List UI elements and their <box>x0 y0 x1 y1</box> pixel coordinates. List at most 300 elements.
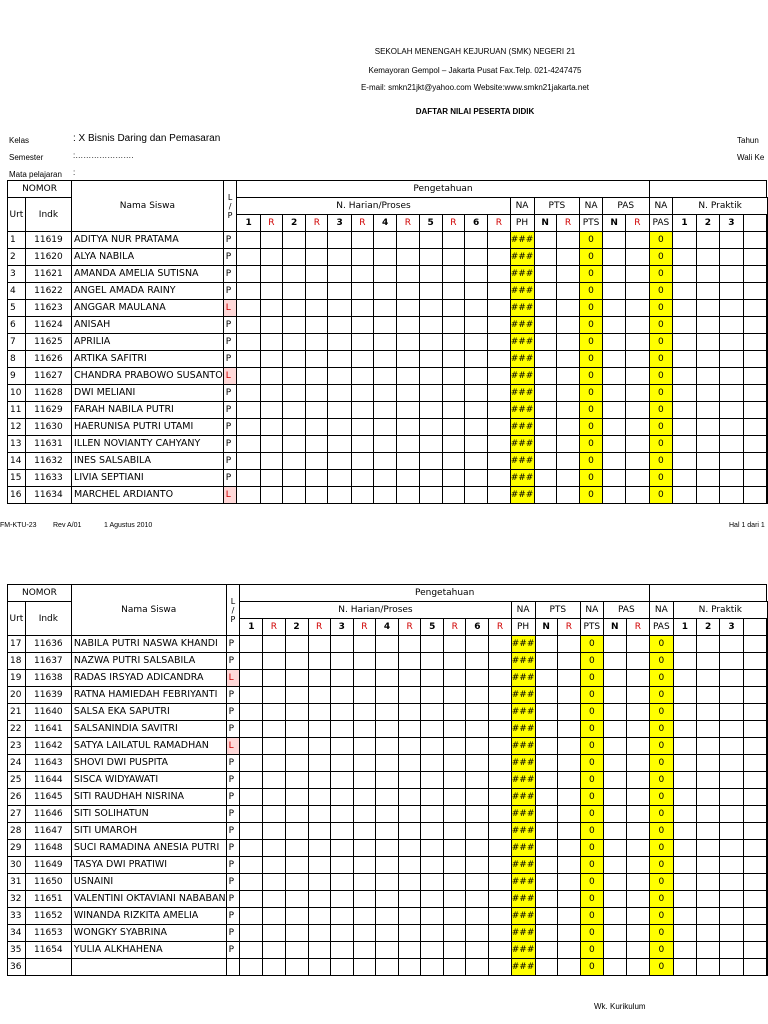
praktik-cell <box>767 232 768 249</box>
harian-cell <box>263 840 285 857</box>
harian-cell <box>442 283 464 300</box>
pas-n-cell <box>602 334 625 351</box>
praktik-cell <box>720 232 743 249</box>
harian-cell <box>374 334 397 351</box>
pas-r-cell <box>626 249 649 266</box>
student-row <box>8 334 768 351</box>
remedial-header: R <box>260 215 282 232</box>
na-pas-cell: 0 <box>649 402 673 419</box>
pts-n-cell <box>534 487 556 504</box>
harian-cell <box>308 704 330 721</box>
na-ph-cell: ### <box>510 232 534 249</box>
harian-cell <box>351 249 373 266</box>
harian-cell <box>306 419 328 436</box>
praktik-cell <box>673 891 696 908</box>
praktik-cell <box>673 351 696 368</box>
harian-cell <box>489 789 511 806</box>
harian-cell <box>353 789 375 806</box>
harian-cell <box>399 925 421 942</box>
pts-r-cell <box>556 470 579 487</box>
harian-cell <box>237 487 260 504</box>
harian-cell <box>488 283 510 300</box>
harian-cell <box>237 402 260 419</box>
student-name: ARTIKA SAFITRI <box>72 351 224 368</box>
harian-cell <box>351 334 373 351</box>
student-indk: 11640 <box>25 704 71 721</box>
student-urt: 34 <box>8 925 26 942</box>
na-ph-cell: ### <box>511 823 535 840</box>
harian-cell <box>285 959 308 976</box>
pts-n-header: N <box>534 215 556 232</box>
pts-r-cell <box>557 840 580 857</box>
harian-number: 4 <box>375 619 398 636</box>
praktik-cell <box>696 283 719 300</box>
urt-header: Urt <box>8 198 26 232</box>
na-ph-cell: ### <box>510 317 534 334</box>
na-ph-cell: ### <box>510 470 534 487</box>
student-gender: L <box>223 300 237 317</box>
harian-cell <box>444 636 466 653</box>
harian-cell <box>466 789 489 806</box>
student-indk: 11621 <box>25 266 71 283</box>
praktik-cell <box>673 840 696 857</box>
harian-cell <box>488 266 510 283</box>
harian-cell <box>237 300 260 317</box>
harian-cell <box>263 789 285 806</box>
praktik-cell <box>767 670 768 687</box>
remedial-header: R <box>397 215 419 232</box>
pts-n-cell <box>535 857 557 874</box>
harian-cell <box>237 317 260 334</box>
praktik-number: 1 <box>673 215 696 232</box>
praktik-cell <box>743 249 766 266</box>
harian-cell <box>375 704 398 721</box>
pts-n-cell <box>534 266 556 283</box>
na-pts-cell: 0 <box>580 653 603 670</box>
praktik-cell <box>743 908 766 925</box>
student-gender: P <box>223 232 237 249</box>
student-name: SISCA WIDYAWATI <box>71 772 226 789</box>
na-pts-cell: 0 <box>580 704 603 721</box>
na-pts-cell: 0 <box>580 959 603 976</box>
pas-n-cell <box>603 840 626 857</box>
na-pts-cell: 0 <box>580 823 603 840</box>
na-ph-cell: ### <box>510 300 534 317</box>
pas-r-cell <box>626 487 649 504</box>
student-name: ANGGAR MAULANA <box>72 300 224 317</box>
harian-cell <box>328 436 351 453</box>
harian-cell <box>351 385 373 402</box>
na-pas-cell: 0 <box>649 283 673 300</box>
harian-header: N. Harian/Proses <box>237 198 510 215</box>
harian-cell <box>488 487 510 504</box>
praktik-cell <box>673 925 696 942</box>
pas-n-cell <box>602 402 625 419</box>
harian-cell <box>330 857 353 874</box>
student-urt: 16 <box>8 487 26 504</box>
harian-cell <box>466 636 489 653</box>
harian-cell <box>374 368 397 385</box>
student-gender: L <box>226 738 240 755</box>
praktik-cell <box>767 687 768 704</box>
praktik-cell <box>743 874 766 891</box>
harian-cell <box>421 772 444 789</box>
student-name: FARAH NABILA PUTRI <box>72 402 224 419</box>
harian-cell <box>308 823 330 840</box>
harian-cell <box>375 823 398 840</box>
harian-cell <box>488 419 510 436</box>
praktik-cell <box>720 283 743 300</box>
harian-number: 4 <box>374 215 397 232</box>
praktik-cell <box>720 402 743 419</box>
harian-cell <box>489 687 511 704</box>
praktik-cell <box>743 687 766 704</box>
harian-number: 3 <box>330 619 353 636</box>
pts-r-cell <box>557 653 580 670</box>
praktik-cell <box>720 249 743 266</box>
student-gender: P <box>226 857 240 874</box>
harian-cell <box>466 721 489 738</box>
harian-cell <box>375 653 398 670</box>
harian-cell <box>488 317 510 334</box>
harian-header: N. Harian/Proses <box>240 602 511 619</box>
pts-n-cell <box>534 402 556 419</box>
student-name: NABILA PUTRI NASWA KHANDI <box>71 636 226 653</box>
student-gender: P <box>226 806 240 823</box>
harian-number: 2 <box>282 215 305 232</box>
harian-cell <box>353 891 375 908</box>
praktik-cell <box>720 721 743 738</box>
harian-cell <box>282 249 305 266</box>
praktik-cell <box>697 840 720 857</box>
praktik-empty <box>743 215 766 232</box>
harian-cell <box>421 721 444 738</box>
praktik-cell <box>696 317 719 334</box>
harian-cell <box>263 874 285 891</box>
na-pts-cell: 0 <box>580 419 603 436</box>
harian-cell <box>489 874 511 891</box>
harian-cell <box>306 368 328 385</box>
student-gender: P <box>223 436 237 453</box>
harian-cell <box>421 704 444 721</box>
student-gender: P <box>226 823 240 840</box>
praktik-cell <box>696 453 719 470</box>
student-row <box>8 232 768 249</box>
student-row <box>8 419 768 436</box>
harian-cell <box>260 487 282 504</box>
harian-cell <box>240 908 263 925</box>
praktik-group-header <box>650 585 767 602</box>
harian-cell <box>397 470 419 487</box>
harian-cell <box>308 755 330 772</box>
harian-cell <box>260 300 282 317</box>
harian-cell <box>353 738 375 755</box>
harian-cell <box>328 334 351 351</box>
pts-n-cell <box>535 755 557 772</box>
pas-n-cell <box>603 772 626 789</box>
praktik-cell <box>673 704 696 721</box>
harian-cell <box>374 300 397 317</box>
harian-cell <box>466 908 489 925</box>
harian-number: 6 <box>466 619 489 636</box>
pts-r-cell <box>556 368 579 385</box>
student-urt: 18 <box>8 653 26 670</box>
harian-cell <box>397 317 419 334</box>
student-name: TASYA DWI PRATIWI <box>71 857 226 874</box>
praktik-cell <box>697 874 720 891</box>
na-pas-cell: 0 <box>649 351 673 368</box>
praktik-cell <box>743 300 766 317</box>
pas-r-cell <box>626 402 649 419</box>
harian-cell <box>260 385 282 402</box>
student-urt: 20 <box>8 687 26 704</box>
harian-cell <box>260 453 282 470</box>
harian-cell <box>442 300 464 317</box>
harian-cell <box>466 891 489 908</box>
harian-cell <box>263 942 285 959</box>
pts-n-cell <box>535 772 557 789</box>
harian-cell <box>444 874 466 891</box>
harian-cell <box>306 283 328 300</box>
harian-cell <box>444 891 466 908</box>
student-urt: 28 <box>8 823 26 840</box>
harian-cell <box>375 891 398 908</box>
na-ph-cell: ### <box>511 653 535 670</box>
praktik-cell <box>767 402 768 419</box>
harian-cell <box>285 772 308 789</box>
pas-r-cell <box>626 687 649 704</box>
pas-n-cell <box>602 317 625 334</box>
harian-cell <box>397 334 419 351</box>
pas-n-cell <box>603 653 626 670</box>
harian-cell <box>282 385 305 402</box>
praktik-cell <box>696 385 719 402</box>
harian-cell <box>306 232 328 249</box>
harian-cell <box>237 232 260 249</box>
pts-n-cell <box>534 385 556 402</box>
pas-n-cell <box>602 453 625 470</box>
na-pts-cell: 0 <box>580 300 603 317</box>
praktik-cell <box>767 738 768 755</box>
harian-cell <box>330 738 353 755</box>
pas-n-cell <box>602 436 625 453</box>
harian-cell <box>442 402 464 419</box>
harian-cell <box>466 942 489 959</box>
pts-r-cell <box>557 925 580 942</box>
harian-cell <box>263 823 285 840</box>
harian-number: 2 <box>285 619 308 636</box>
student-name: SALSANINDIA SAVITRI <box>71 721 226 738</box>
praktik-cell <box>720 334 743 351</box>
harian-cell <box>237 453 260 470</box>
pts-n-cell <box>535 908 557 925</box>
harian-cell <box>465 283 488 300</box>
praktik-cell <box>720 317 743 334</box>
harian-cell <box>282 368 305 385</box>
student-urt: 15 <box>8 470 26 487</box>
harian-cell <box>263 704 285 721</box>
student-name: SITI RAUDHAH NISRINA <box>71 789 226 806</box>
harian-cell <box>237 283 260 300</box>
pts-n-header: N <box>535 619 557 636</box>
student-urt: 2 <box>8 249 26 266</box>
harian-cell <box>240 721 263 738</box>
praktik-cell <box>673 436 696 453</box>
na-pts-cell: 0 <box>580 738 603 755</box>
student-urt: 14 <box>8 453 26 470</box>
pas-r-cell <box>626 874 649 891</box>
praktik-cell <box>673 487 696 504</box>
harian-cell <box>308 959 330 976</box>
na-ph-cell: ### <box>511 908 535 925</box>
na-pts-cell: 0 <box>580 755 603 772</box>
harian-cell <box>308 670 330 687</box>
harian-cell <box>465 368 488 385</box>
na-pas-cell: 0 <box>649 453 673 470</box>
student-name: RADAS IRSYAD ADICANDRA <box>71 670 226 687</box>
praktik-cell <box>673 368 696 385</box>
pas-r-cell <box>626 704 649 721</box>
harian-cell <box>488 402 510 419</box>
harian-cell <box>308 942 330 959</box>
harian-cell <box>308 687 330 704</box>
pts-r-cell <box>557 874 580 891</box>
pts-n-cell <box>534 419 556 436</box>
student-name: WINANDA RIZKITA AMELIA <box>71 908 226 925</box>
harian-cell <box>263 755 285 772</box>
student-indk: 11619 <box>25 232 71 249</box>
harian-cell <box>489 840 511 857</box>
harian-cell <box>285 823 308 840</box>
harian-cell <box>444 823 466 840</box>
harian-cell <box>397 283 419 300</box>
praktik-cell <box>673 402 696 419</box>
pas-r-cell <box>626 755 649 772</box>
harian-cell <box>308 789 330 806</box>
harian-cell <box>285 687 308 704</box>
harian-cell <box>444 772 466 789</box>
harian-cell <box>397 436 419 453</box>
harian-cell <box>285 721 308 738</box>
na-pas-cell: 0 <box>650 738 674 755</box>
nama-header: Nama Siswa <box>72 181 224 232</box>
praktik-cell <box>767 266 768 283</box>
harian-cell <box>444 687 466 704</box>
praktik-cell <box>767 334 768 351</box>
harian-cell <box>240 653 263 670</box>
harian-cell <box>353 857 375 874</box>
harian-cell <box>419 249 442 266</box>
pts-r-cell <box>556 453 579 470</box>
praktik-cell <box>743 721 766 738</box>
praktik-cell <box>743 789 766 806</box>
pts-n-cell <box>535 670 557 687</box>
praktik-cell <box>697 653 720 670</box>
student-indk: 11633 <box>25 470 71 487</box>
student-indk: 11646 <box>25 806 71 823</box>
praktik-cell <box>743 823 766 840</box>
grades-table-page-2 <box>7 584 768 976</box>
signer-label: Wk. Kurikulum <box>594 1002 646 1011</box>
harian-cell <box>466 670 489 687</box>
harian-cell <box>465 266 488 283</box>
harian-cell <box>399 891 421 908</box>
student-row <box>8 670 768 687</box>
student-row <box>8 772 768 789</box>
na-ph-cell: ### <box>511 874 535 891</box>
na-pts-cell: 0 <box>580 721 603 738</box>
harian-cell <box>419 487 442 504</box>
harian-cell <box>282 283 305 300</box>
praktik-cell <box>720 487 743 504</box>
harian-cell <box>465 453 488 470</box>
harian-cell <box>328 385 351 402</box>
na-ph-cell: ### <box>510 283 534 300</box>
harian-cell <box>488 249 510 266</box>
harian-cell <box>466 772 489 789</box>
student-gender: P <box>226 653 240 670</box>
praktik-cell <box>767 300 768 317</box>
student-urt: 32 <box>8 891 26 908</box>
na-ph-cell: ### <box>511 704 535 721</box>
harian-cell <box>237 334 260 351</box>
harian-cell <box>285 789 308 806</box>
na-ph-cell: ### <box>510 368 534 385</box>
na-ph-cell: ### <box>510 402 534 419</box>
harian-cell <box>465 385 488 402</box>
pts-r-cell <box>556 232 579 249</box>
student-gender: P <box>226 636 240 653</box>
praktik-cell <box>743 704 766 721</box>
pas-r-cell <box>626 738 649 755</box>
harian-cell <box>308 738 330 755</box>
pts-r-cell <box>556 249 579 266</box>
harian-cell <box>421 670 444 687</box>
pas-r-cell <box>626 959 649 976</box>
student-indk: 11624 <box>25 317 71 334</box>
student-indk: 11631 <box>25 436 71 453</box>
student-gender: P <box>226 891 240 908</box>
harian-cell <box>399 823 421 840</box>
harian-cell <box>465 402 488 419</box>
praktik-cell <box>697 857 720 874</box>
praktik-cell <box>743 453 766 470</box>
praktik-cell <box>767 704 768 721</box>
harian-cell <box>306 334 328 351</box>
praktik-cell <box>720 670 743 687</box>
harian-cell <box>374 419 397 436</box>
harian-cell <box>282 232 305 249</box>
praktik-cell <box>743 487 766 504</box>
student-name: HAERUNISA PUTRI UTAMI <box>72 419 224 436</box>
pts-r-cell <box>557 687 580 704</box>
praktik-cell <box>720 925 743 942</box>
student-row <box>8 823 768 840</box>
praktik-cell <box>696 419 719 436</box>
praktik-cell <box>743 840 766 857</box>
harian-cell <box>421 840 444 857</box>
harian-cell <box>488 453 510 470</box>
harian-number: 5 <box>419 215 442 232</box>
na-pas-cell: 0 <box>650 636 674 653</box>
praktik-cell <box>673 470 696 487</box>
harian-cell <box>399 687 421 704</box>
student-urt: 27 <box>8 806 26 823</box>
harian-cell <box>308 891 330 908</box>
pas-n-cell <box>602 266 625 283</box>
harian-cell <box>399 636 421 653</box>
student-indk: 11639 <box>25 687 71 704</box>
